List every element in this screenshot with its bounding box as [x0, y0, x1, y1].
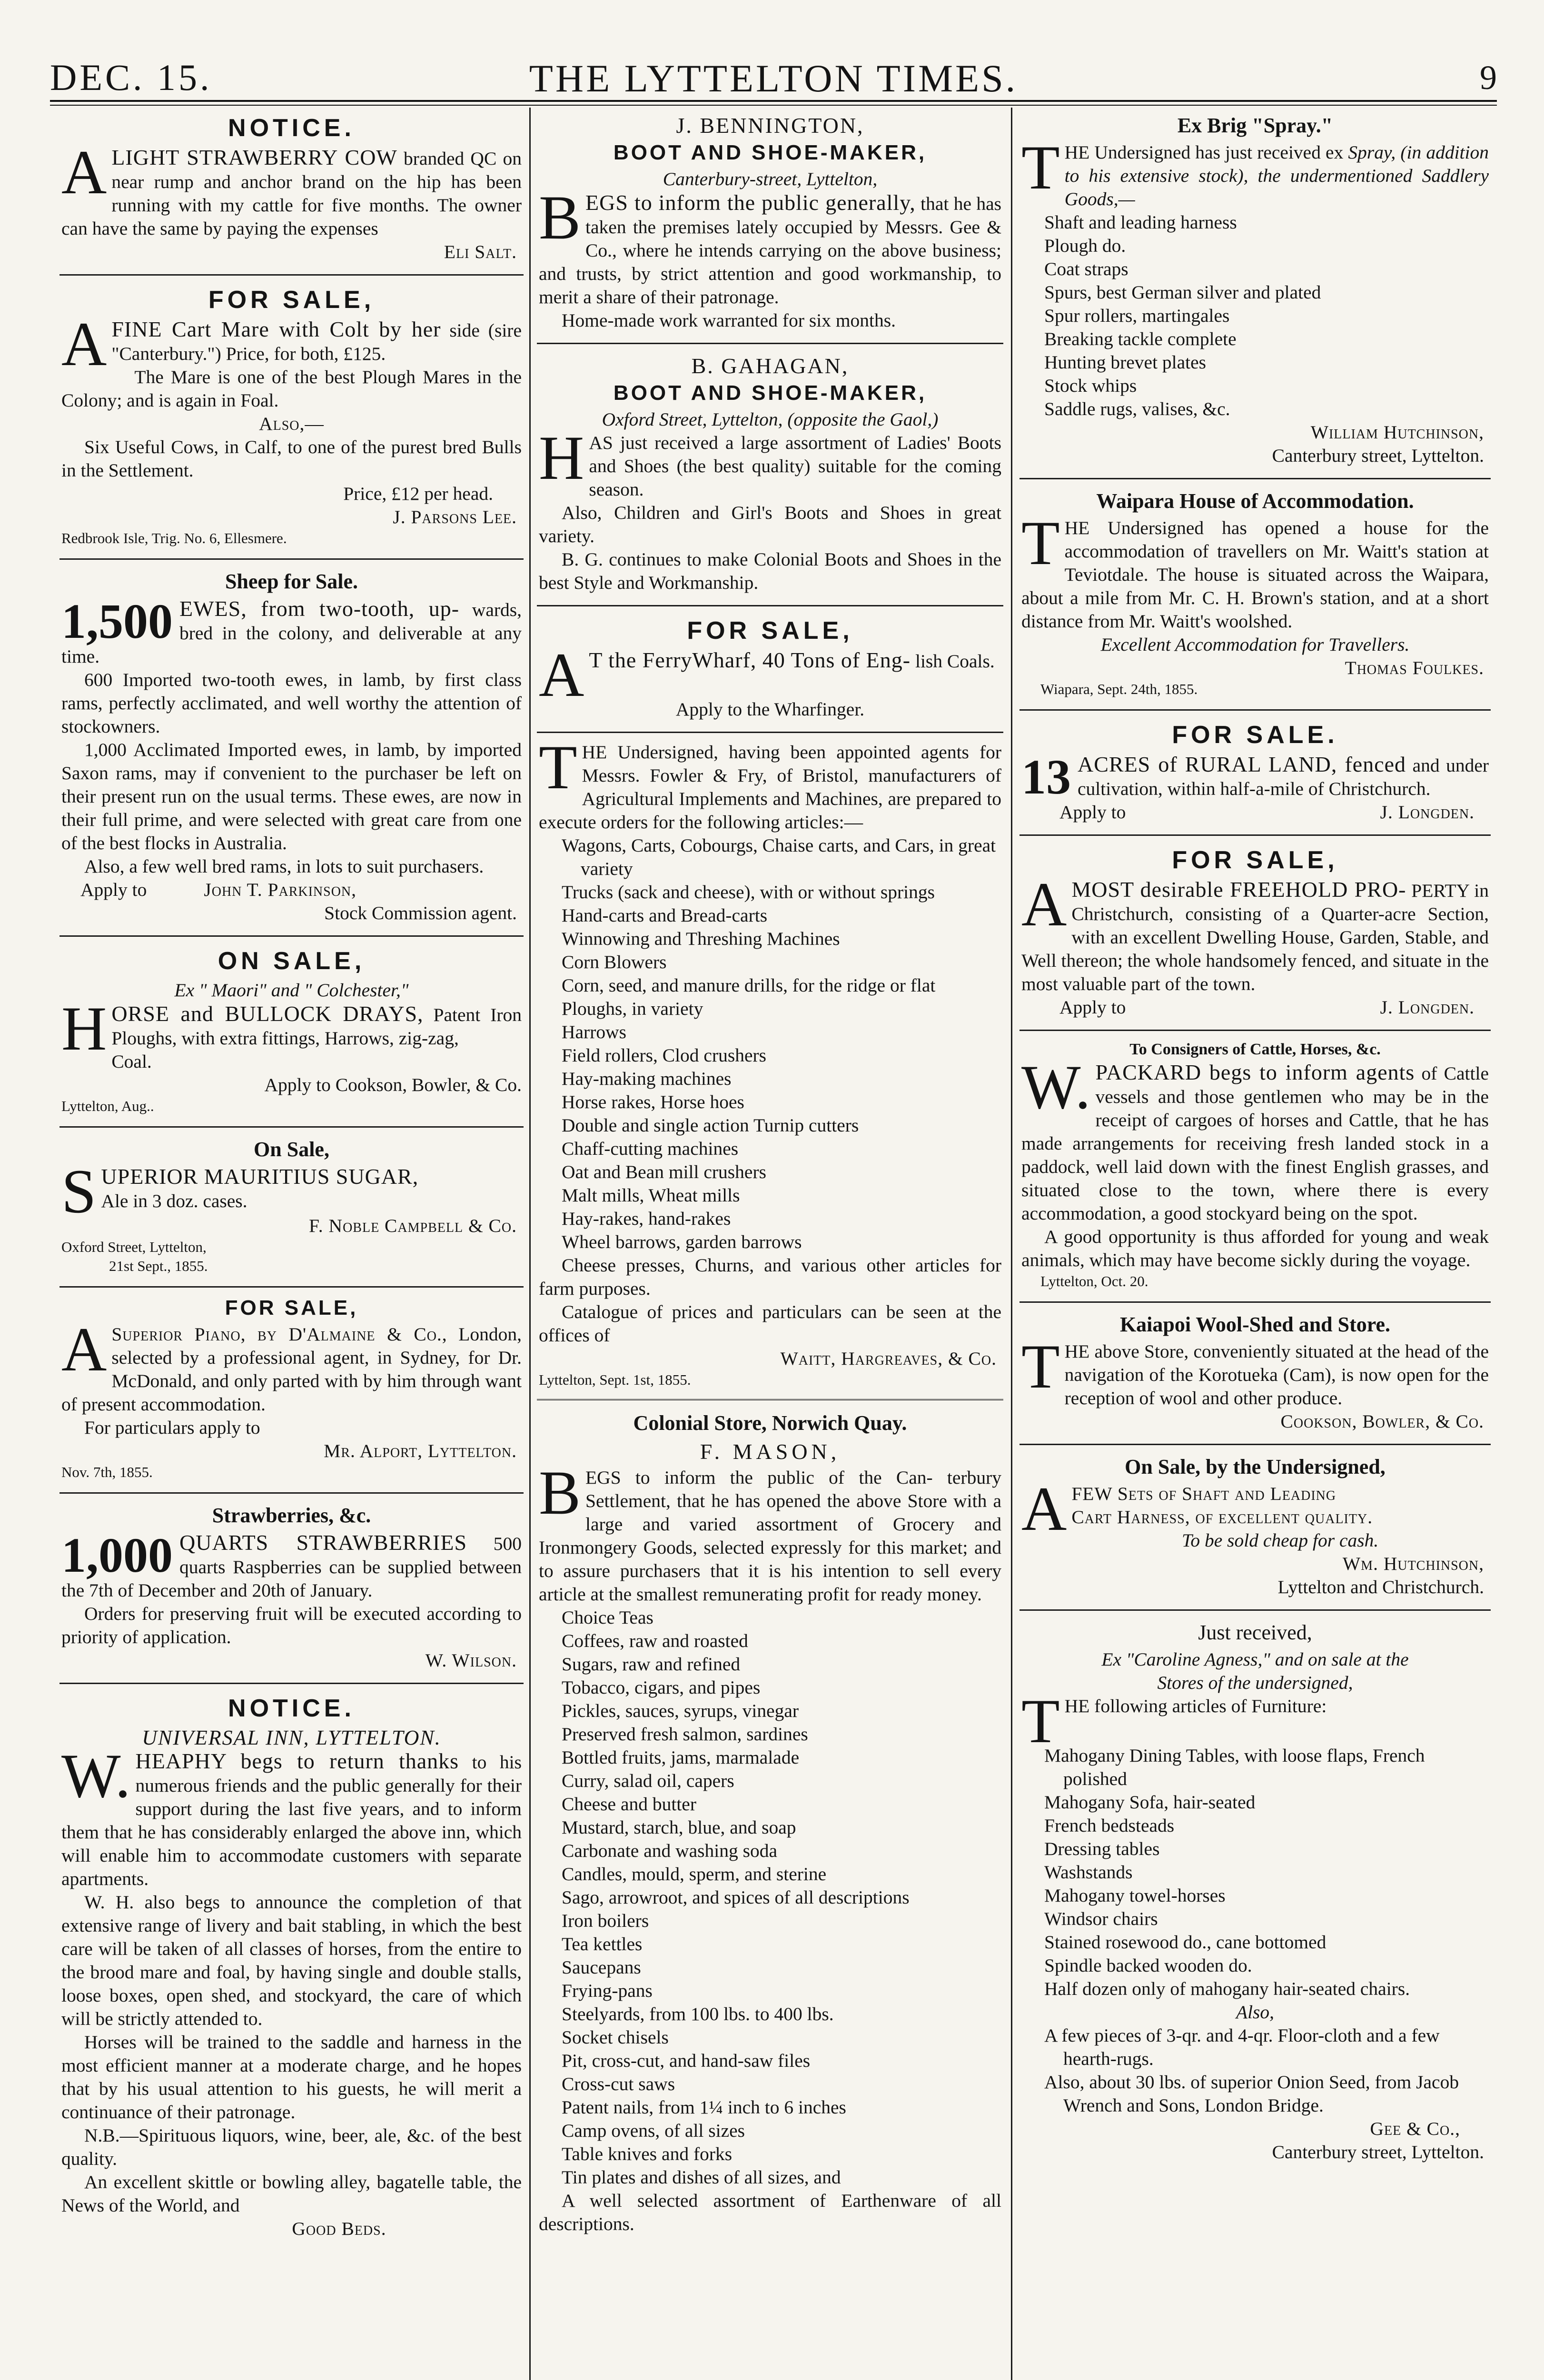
list-item: Hay-rakes, hand-rakes — [562, 1208, 731, 1229]
ad-spray — [1019, 110, 1491, 471]
ad-heading: FOR SALE, — [1172, 846, 1338, 874]
ad-text: at the head of the navigation of the Korotueka (Cam), is now open for the reception of wool and other produce. — [1064, 1341, 1489, 1408]
ad-signature-title: Stock Commission agent. — [324, 902, 517, 923]
masthead — [50, 56, 1497, 100]
list-item: Double and single action Turnip cutters — [562, 1115, 859, 1136]
ad-signature: J. Longden. — [1380, 802, 1475, 823]
ad-body — [1021, 1331, 1489, 1410]
ad-also: Also,— — [259, 413, 324, 434]
ad-lead: PACKARD begs to inform agents — [1095, 1060, 1415, 1084]
list-item: Candles, mould, sperm, and sterine — [562, 1864, 827, 1884]
ad-heading: FOR SALE. — [1172, 721, 1338, 749]
ad-text: Spray, (in addition to his extensive stock), the undermentioned Saddlery Goods,— — [1064, 142, 1489, 209]
ad-body — [61, 137, 522, 240]
ad-price: Price, £12 per head. — [343, 483, 493, 504]
ad-separator — [59, 1492, 524, 1494]
ad-signature: F. Noble Campbell & Co. — [309, 1215, 517, 1236]
ad-paragraph: Also, about 30 lbs. of superior Onion Seed, from Jacob Wrench and Sons, London Bridge. — [1044, 2072, 1459, 2116]
ad-separator — [59, 1126, 524, 1128]
ad-paragraph: A few pieces of 3-qr. and 4-qr. Floor-cloth and a few hearth-rugs. — [1044, 2025, 1440, 2069]
list-item: Mustard, starch, blue, and soap — [562, 1817, 796, 1838]
list-item: Plough do. — [1044, 235, 1126, 256]
ad-lead: HE following articles of Furniture: — [1064, 1696, 1327, 1716]
ad-paragraph: Good Beds. — [292, 2218, 386, 2239]
ad-text: Patent Iron Ploughs, with extra fittings, Harrows, zig-zag, — [111, 1004, 522, 1049]
ad-separator — [59, 1286, 524, 1288]
ad-rural-land — [1019, 717, 1491, 828]
ad-paragraph: Also, a few well bred rams, in lots to suit purchasers. — [84, 856, 484, 877]
ad-apply-line — [1021, 996, 1489, 1019]
list-item: Cheese and butter — [562, 1794, 696, 1815]
ad-signature: J. Parsons Lee. — [393, 506, 517, 527]
ad-signature: William Hutchinson, — [1310, 422, 1484, 443]
ad-body — [539, 732, 1001, 834]
ad-body — [1021, 508, 1489, 633]
list-item: Pit, cross-cut, and hand-saw files — [562, 2050, 811, 2071]
list-item: Tobacco, cigars, and pipes — [562, 1677, 761, 1698]
ad-heading: FOR SALE, — [225, 1296, 358, 1319]
ad-heading: ON SALE, — [218, 947, 366, 975]
ad-lead: HE above Store, conveniently situated — [1064, 1341, 1354, 1362]
ad-freehold-property — [1019, 843, 1491, 1023]
ad-body — [61, 1314, 522, 1416]
column-divider-1 — [529, 108, 531, 2380]
drop-cap: W. — [61, 1741, 131, 1811]
ad-body — [1021, 132, 1489, 211]
list-item: Malt mills, Wheat mills — [562, 1185, 740, 1206]
ad-address: Canterbury street, Lyttelton. — [1272, 445, 1484, 466]
ad-heading: Sheep for Sale. — [225, 570, 358, 593]
ad-paragraph: Orders for preserving fruit will be executed according to priority of application. — [61, 1603, 522, 1647]
ad-strawberries — [59, 1500, 524, 1676]
ad-date: 21st Sept., 1855. — [109, 1258, 208, 1274]
drop-cap: B — [539, 182, 581, 252]
list-item: Corn, seed, and manure drills, for the ridge or flat — [562, 975, 936, 996]
ad-paragraph: Horses will be trained to the saddle and harness in the most efficient manner at a moderate charge, and he hopes that by his usual attention to his guests, he will merit a continuance of their patronage. — [61, 2032, 522, 2122]
ad-paragraph: Coal. — [111, 1051, 152, 1072]
ad-separator — [1019, 834, 1491, 836]
list-item: Choice Teas — [562, 1607, 653, 1628]
drop-cap: T — [1021, 1686, 1060, 1756]
additional-goods — [1021, 2024, 1489, 2117]
ad-heading: Waipara House of Accommodation. — [1096, 489, 1414, 513]
ad-paragraph: Home-made work warranted for six months. — [562, 310, 896, 331]
ad-lead: ORSE and BULLOCK DRAYS, — [111, 1002, 424, 1026]
ad-separator — [1019, 478, 1491, 479]
ad-fowler-fry — [537, 732, 1003, 1393]
list-item: Curry, salad oil, capers — [562, 1770, 734, 1791]
ad-lead: EWES, from two-tooth, up- — [179, 596, 460, 621]
ad-lead: EGS to inform the public of the Can- — [585, 1467, 933, 1488]
ad-heading: FOR SALE, — [208, 286, 375, 314]
ad-separator — [59, 1683, 524, 1684]
masthead-rule — [50, 100, 1497, 102]
ad-paragraph: The Mare is one of the best Plough Mares in the Colony; and is again in Foal. — [61, 367, 522, 411]
ad-lead: MOST desirable FREEHOLD PRO- — [1071, 877, 1406, 902]
list-item: Stock whips — [1044, 375, 1137, 396]
drop-cap: W. — [1021, 1052, 1091, 1122]
list-item: Hunting brevet plates — [1044, 352, 1207, 373]
list-item: Mahogany Sofa, hair-seated — [1044, 1792, 1256, 1813]
ad-lead: AS just received a large assortment of — [589, 432, 890, 453]
ad-date: Nov. 7th, 1855. — [61, 1464, 153, 1480]
ad-body — [1021, 1052, 1489, 1225]
ad-text: to his numerous friends and the public generally for their support during the last five years, and to inform them that he has considerably enlarged the above inn, which will enable him to accommodate customers with separate apartments. — [61, 1752, 522, 1889]
ad-proprietor: F. MASON, — [700, 1439, 841, 1464]
list-item: Tea kettles — [562, 1934, 643, 1954]
drop-cap: B — [539, 1458, 581, 1527]
ad-text: Ladies' Boots and Shoes (the best quality) suitable for the coming season. — [589, 432, 1001, 500]
ad-date: Wiapara, Sept. 24th, 1855. — [1040, 681, 1198, 697]
ad-paragraph: Also, Children and Girl's Boots and Shoes in great variety. — [539, 502, 1001, 546]
list-item: Washstands — [1044, 1862, 1133, 1883]
ad-subheading: Ex " Maori" and " Colchester," — [174, 980, 409, 1001]
drop-cap: A — [61, 137, 107, 207]
ad-paragraph: 600 Imported two-tooth ewes, in lamb, by first class rams, perfectly acclimated, and well worthy the attention of stockowners. — [61, 669, 522, 737]
ad-body — [539, 1458, 1001, 1606]
ad-universal-inn — [59, 1691, 524, 2244]
ad-coals — [537, 613, 1003, 725]
list-item: Winnowing and Threshing Machines — [562, 928, 840, 949]
ad-paragraph: A good opportunity is thus afforded for young and weak animals, which may have become sickly during the voyage. — [1021, 1226, 1489, 1270]
ad-signature: Waitt, Hargreaves, & Co. — [780, 1348, 997, 1369]
ad-separator — [537, 343, 1003, 344]
ad-text: agents for Messrs. Fowler & Fry, of Bristol, manufacturers of Agricultural Implements and Machines, are prepared to execute orders for the following articles:— — [539, 742, 1001, 833]
ad-subheading: UNIVERSAL INN, LYTTELTON. — [142, 1726, 441, 1749]
ad-body — [1021, 750, 1489, 804]
drop-cap: T — [1021, 1331, 1060, 1401]
ad-subheading: Stores of the undersigned, — [1157, 1672, 1353, 1693]
list-item: Bottled fruits, jams, marmalade — [562, 1747, 800, 1768]
ad-text: of Cattle vessels and those gentlemen who may be in the receipt of cargoes of horses and Cattle, that he has made arrangements for receiving fresh landed stock in a paddock, well laid down with the finest English grasses, and situated close to the town, where there is every accommodation, a good stockyard being on the spot. — [1021, 1063, 1489, 1224]
ad-lead: FINE Cart Mare with Colt by her — [111, 317, 441, 341]
list-item: Pickles, sauces, syrups, vinegar — [562, 1700, 799, 1721]
ad-separator — [1019, 1301, 1491, 1303]
masthead-rule-thin — [50, 105, 1497, 106]
ad-address: Canterbury street, Lyttelton. — [1272, 2142, 1484, 2162]
goods-list — [539, 1606, 1001, 2189]
ad-heading: B. GAHAGAN, — [691, 354, 849, 378]
ad-signature: Mr. Alport, Lyttelton. — [324, 1440, 517, 1461]
ad-body — [539, 423, 1001, 501]
ad-text: PERTY in Christchurch, consisting of a Quarter-acre Section, with an excellent Dwelling House, Garden, Stable, and Well thereon; the whole handsomely fenced, and situate in the most valuable part of the town. — [1021, 880, 1489, 994]
list-item: Coffees, raw and roasted — [562, 1630, 748, 1651]
ad-signature: W. Wilson. — [425, 1650, 517, 1671]
ad-lead: Superior Piano, by D'Almaine & Co., — [111, 1324, 447, 1345]
ad-paragraph: 1,000 Acclimated Imported ewes, in lamb, by imported Saxon rams, may if convenient to the purchaser be left on their present run on the usual terms. These ewes, are now in their full prime, and were selected with great care from one of the best flocks in Australia. — [61, 739, 522, 853]
ad-body — [61, 1741, 522, 1891]
ad-address: Lyttelton and Christchurch. — [1277, 1577, 1484, 1597]
ad-heading: To Consigners of Cattle, Horses, &c. — [1129, 1041, 1381, 1058]
ad-sheep-for-sale — [59, 566, 524, 929]
ad-lead: LIGHT STRAWBERRY COW — [111, 145, 397, 169]
big-number: 1,000 — [61, 1528, 173, 1583]
list-item: Wheel barrows, garden barrows — [562, 1231, 802, 1252]
list-item: Harrows — [562, 1021, 627, 1042]
list-item: Horse rakes, Horse hoes — [562, 1091, 744, 1112]
apply-label: Apply to — [1059, 997, 1126, 1018]
list-item: Spindle backed wooden do. — [1044, 1955, 1252, 1976]
drop-cap: A — [1021, 1474, 1067, 1544]
ad-signature: Wm. Hutchinson, — [1342, 1553, 1484, 1574]
ad-text: that he has taken the premises lately occupied by Messrs. Gee & Co., where he intends carrying on the above business; and trusts, by strict attention and good workmanship, to merit a share of their patronage. — [539, 193, 1001, 307]
ad-text: branded QC on near rump and anchor brand on the hip has been running with my cattle for five months. The owner can have the same by paying the expenses — [61, 148, 522, 239]
list-item: Half dozen only of mahogany hair-seated chairs. — [1044, 1978, 1410, 1999]
ad-text: terbury Settlement, that he has opened the above Store with a large and varied assortment of Grocery and Ironmongery Goods, selected expressly for this market; and to assure purchasers that it is his intention to sell every article at the smallest remunerating profit for ready money. — [539, 1467, 1001, 1605]
ad-heading: Colonial Store, Norwich Quay. — [633, 1411, 907, 1435]
page-number: 9 — [1480, 59, 1497, 97]
ad-lead: T the FerryWharf, 40 Tons of Eng- — [589, 648, 911, 672]
drop-cap: T — [1021, 132, 1060, 202]
ad-paragraph: N.B.—Spirituous liquors, wine, beer, ale, &c. of the best quality. — [61, 2125, 522, 2169]
ad-furniture — [1019, 1617, 1491, 2168]
ad-text: lish Coals. — [915, 651, 995, 672]
ad-paragraph: For particulars apply to — [84, 1417, 260, 1438]
ad-date: Lyttelton, Oct. 20. — [1040, 1273, 1148, 1289]
ad-separator — [537, 732, 1003, 733]
ad-trade: BOOT AND SHOE-MAKER, — [613, 381, 927, 405]
ad-apply-line — [1021, 801, 1489, 824]
ad-separator — [1019, 1609, 1491, 1611]
list-item: Mahogany Dining Tables, with loose flaps, French polished — [1044, 1745, 1425, 1789]
ad-signature: John T. Parkinson, — [204, 879, 357, 900]
ad-bennington — [537, 110, 1003, 336]
ad-signature: Gee & Co., — [1370, 2118, 1460, 2139]
list-item: Corn Blowers — [562, 952, 667, 972]
ad-address: Oxford Street, Lyttelton, (opposite the Gaol,) — [602, 409, 939, 430]
ad-lead: FEW Sets of Shaft and Leading — [1071, 1483, 1336, 1504]
list-item: Shaft and leading harness — [1044, 212, 1237, 233]
ad-text: London, selected by a professional agent, in Sydney, for Dr. McDonald, and only parted with by him through want of present accommodation. — [61, 1324, 522, 1415]
drop-cap: A — [539, 640, 584, 710]
ad-address: Lyttelton, Aug.. — [61, 1098, 154, 1114]
ad-text: Ale in 3 doz. cases. — [101, 1190, 247, 1211]
list-item: Spur rollers, martingales — [1044, 305, 1230, 326]
ad-body — [61, 1528, 522, 1602]
drop-cap: H — [539, 423, 584, 493]
ad-heading: J. BENNINGTON, — [676, 113, 864, 138]
ad-separator — [59, 935, 524, 937]
ad-heading: Just received, — [1198, 1621, 1312, 1644]
ad-lead: ACRES of RURAL LAND, fenced — [1078, 752, 1406, 776]
list-item: Saucepans — [562, 1957, 641, 1978]
column-divider-2 — [1011, 108, 1012, 2380]
drop-cap: A — [61, 309, 107, 379]
drop-cap: A — [1021, 869, 1067, 939]
ad-paragraph: B. G. continues to make Colonial Boots and Shoes in the best Style and Workmanship. — [539, 549, 1001, 593]
ad-separator — [1019, 709, 1491, 711]
ad-text: and under cultivation, within half-a-mile of Christchurch. — [1078, 755, 1489, 799]
ad-notice-cow — [59, 110, 524, 268]
ad-paragraph: Six Useful Cows, in Calf, to one of the purest bred Bulls in the Settlement. — [61, 436, 522, 481]
ad-heading: NOTICE. — [228, 114, 355, 142]
list-item: Ploughs, in variety — [562, 998, 703, 1019]
ad-heading: Kaiapoi Wool-Shed and Store. — [1119, 1313, 1391, 1336]
ad-paragraph: Catalogue of prices and particulars can be seen at the offices of — [539, 1301, 1001, 1346]
ad-apply-line — [61, 878, 522, 902]
ad-body — [61, 594, 522, 668]
ad-body — [1021, 1686, 1489, 1756]
newspaper-title: THE LYTTELTON TIMES. — [529, 57, 1018, 100]
ad-cart-harness — [1019, 1452, 1491, 1603]
drop-cap: T — [539, 732, 577, 802]
ad-body — [61, 309, 522, 379]
list-item: Preserved fresh salmon, sardines — [562, 1724, 808, 1745]
ad-lead: UPERIOR MAURITIUS SUGAR, — [101, 1164, 419, 1189]
ad-heading: On Sale, — [254, 1138, 329, 1161]
ad-paragraph: An excellent skittle or bowling alley, bagatelle table, the News of the World, and — [61, 2172, 522, 2216]
list-item: Coat straps — [1044, 258, 1128, 279]
ad-text: side (sire "Canterbury.") Price, for both, £125. — [111, 320, 522, 364]
ad-lead: HE Undersigned, having been appointed — [582, 742, 911, 763]
column-1 — [59, 110, 524, 2380]
ad-heading: On Sale, by the Undersigned, — [1125, 1455, 1386, 1478]
ad-body — [1021, 869, 1489, 996]
ad-date: Lyttelton, Sept. 1st, 1855. — [539, 1371, 691, 1388]
list-item: Field rollers, Clod crushers — [562, 1045, 767, 1066]
list-item: Frying-pans — [562, 1980, 653, 2001]
list-item: Oat and Bean mill crushers — [562, 1161, 766, 1182]
ad-separator — [59, 274, 524, 276]
ad-subheading: Ex "Caroline Agness," and on sale at the — [1101, 1649, 1409, 1670]
ad-separator — [1019, 1444, 1491, 1445]
ad-address: Redbrook Isle, Trig. No. 6, Ellesmere. — [61, 530, 287, 546]
list-item: Stained rosewood do., cane bottomed — [1044, 1932, 1326, 1953]
list-item: Cross-cut saws — [562, 2073, 675, 2094]
drop-cap: H — [61, 993, 107, 1063]
list-item: French bedsteads — [1044, 1815, 1175, 1836]
ad-sugar — [59, 1134, 524, 1279]
ad-heading: FOR SALE, — [687, 617, 853, 645]
list-item: Mahogany towel-horses — [1044, 1885, 1226, 1906]
ad-signature: J. Longden. — [1380, 997, 1475, 1018]
ad-tagline: To be sold cheap for cash. — [1182, 1530, 1379, 1551]
ad-address: Canterbury-street, Lyttelton, — [663, 169, 878, 189]
ad-text: Cart Harness, of excellent quality. — [1071, 1507, 1373, 1527]
ad-waipara-house — [1019, 486, 1491, 703]
apply-label: Apply to — [1059, 802, 1126, 823]
ad-separator — [59, 558, 524, 560]
ad-separator — [537, 605, 1003, 606]
list-item: Chaff-cutting machines — [562, 1138, 739, 1159]
drop-cap: A — [61, 1314, 107, 1384]
ad-signature: Cookson, Bowler, & Co. — [1280, 1411, 1484, 1432]
ad-gahagan — [537, 351, 1003, 598]
ad-paragraph: W. H. also begs to announce the completion of that extensive range of livery and bait stabling, in which the best care will be taken of all classes of horses, from the entire to the brood mare and foal, by having single and double stalls, loose boxes, open shed, and stockyard, the care of which will be strictly attended to. — [61, 1892, 522, 2029]
ad-apply: Apply to the Wharfinger. — [675, 699, 865, 720]
column-2 — [537, 110, 1003, 2380]
list-item: Wagons, Carts, Cobourgs, Chaise carts, and Cars, in great variety — [562, 835, 996, 879]
ad-paragraph: A well selected assortment of Earthenware of all descriptions. — [539, 2190, 1001, 2234]
ad-packard — [1019, 1038, 1491, 1295]
ad-apply: Apply to Cookson, Bowler, & Co. — [264, 1074, 522, 1095]
issue-date: DEC. 15. — [50, 57, 212, 98]
ad-tagline: Excellent Accommodation for Travellers. — [1100, 634, 1410, 655]
list-item: Steelyards, from 100 lbs. to 400 lbs. — [562, 2003, 834, 2024]
implement-list — [539, 834, 1001, 1254]
drop-cap: T — [1021, 508, 1060, 578]
list-item: Dressing tables — [1044, 1838, 1160, 1859]
big-number: 1,500 — [61, 594, 173, 649]
ad-drays — [59, 943, 524, 1120]
list-item: Table knives and forks — [562, 2143, 732, 2164]
ad-lead: QUARTS STRAWBERRIES — [179, 1530, 467, 1555]
list-item: Sago, arrowroot, and spices of all descriptions — [562, 1887, 910, 1908]
ad-signature: Eli Salt. — [444, 241, 517, 262]
ad-heading: NOTICE. — [228, 1695, 355, 1722]
ad-separator — [537, 1399, 1003, 1402]
list-item: Carbonate and washing soda — [562, 1840, 778, 1861]
ad-lead: HE Undersigned has just received ex — [1064, 142, 1344, 163]
apply-label: Apply to — [80, 879, 147, 900]
ad-heading: Strawberries, &c. — [212, 1504, 371, 1527]
ad-separator — [1019, 1030, 1491, 1031]
ad-paragraph: Cheese presses, Churns, and various other articles for farm purposes. — [539, 1255, 1001, 1299]
ad-lead: HE Undersigned has opened a house — [1064, 517, 1408, 538]
ad-heading: Ex Brig "Spray." — [1177, 114, 1333, 137]
ad-text: wards, bred in the colony, and deliverable at any time. — [61, 599, 522, 667]
ad-piano — [59, 1294, 524, 1486]
ad-address: Oxford Street, Lyttelton, — [61, 1239, 207, 1255]
list-item: Hand-carts and Bread-carts — [562, 905, 768, 926]
ad-colonial-store — [537, 1408, 1003, 2240]
list-item: Saddle rugs, valises, &c. — [1044, 398, 1230, 419]
list-item: Iron boilers — [562, 1910, 649, 1931]
list-item: Hay-making machines — [562, 1068, 732, 1089]
list-item: Breaking tackle complete — [1044, 328, 1237, 349]
ad-body — [539, 182, 1001, 309]
saddlery-list — [1021, 211, 1489, 421]
column-3 — [1019, 110, 1491, 2380]
drop-cap: S — [61, 1156, 97, 1226]
ad-signature: Thomas Foulkes. — [1345, 657, 1484, 678]
ad-lead: EGS to inform the public generally, — [585, 190, 916, 215]
ad-lead: HEAPHY begs to return thanks — [135, 1749, 459, 1773]
ad-text: 500 quarts Raspberries can be supplied between the 7th of December and 20th of January. — [61, 1533, 522, 1601]
list-item: Spurs, best German silver and plated — [1044, 282, 1321, 303]
big-number: 13 — [1021, 750, 1071, 804]
list-item: Sugars, raw and refined — [562, 1654, 741, 1675]
list-item: Trucks (sack and cheese), with or without springs — [562, 882, 935, 902]
furniture-list — [1021, 1744, 1489, 2001]
list-item: Camp ovens, of all sizes — [562, 2120, 745, 2141]
ad-text: for the accommodation of travellers on Mr. Waitt's station at Teviotdale. The house is situated across the Waipara, about a mile from Mr. C. H. Brown's station, and at a short distance from Mr. Waitt's woolshed. — [1021, 517, 1489, 632]
list-item: Patent nails, from 1¼ inch to 6 inches — [562, 2097, 846, 2118]
ad-trade: BOOT AND SHOE-MAKER, — [613, 141, 927, 164]
list-item: Socket chisels — [562, 2027, 669, 2048]
ad-kaiapoi-store — [1019, 1309, 1491, 1437]
ad-also: Also, — [1236, 2002, 1275, 2023]
list-item: Windsor chairs — [1044, 1908, 1158, 1929]
ad-mare-for-sale — [59, 282, 524, 552]
list-item: Tin plates and dishes of all sizes, and — [562, 2167, 841, 2188]
